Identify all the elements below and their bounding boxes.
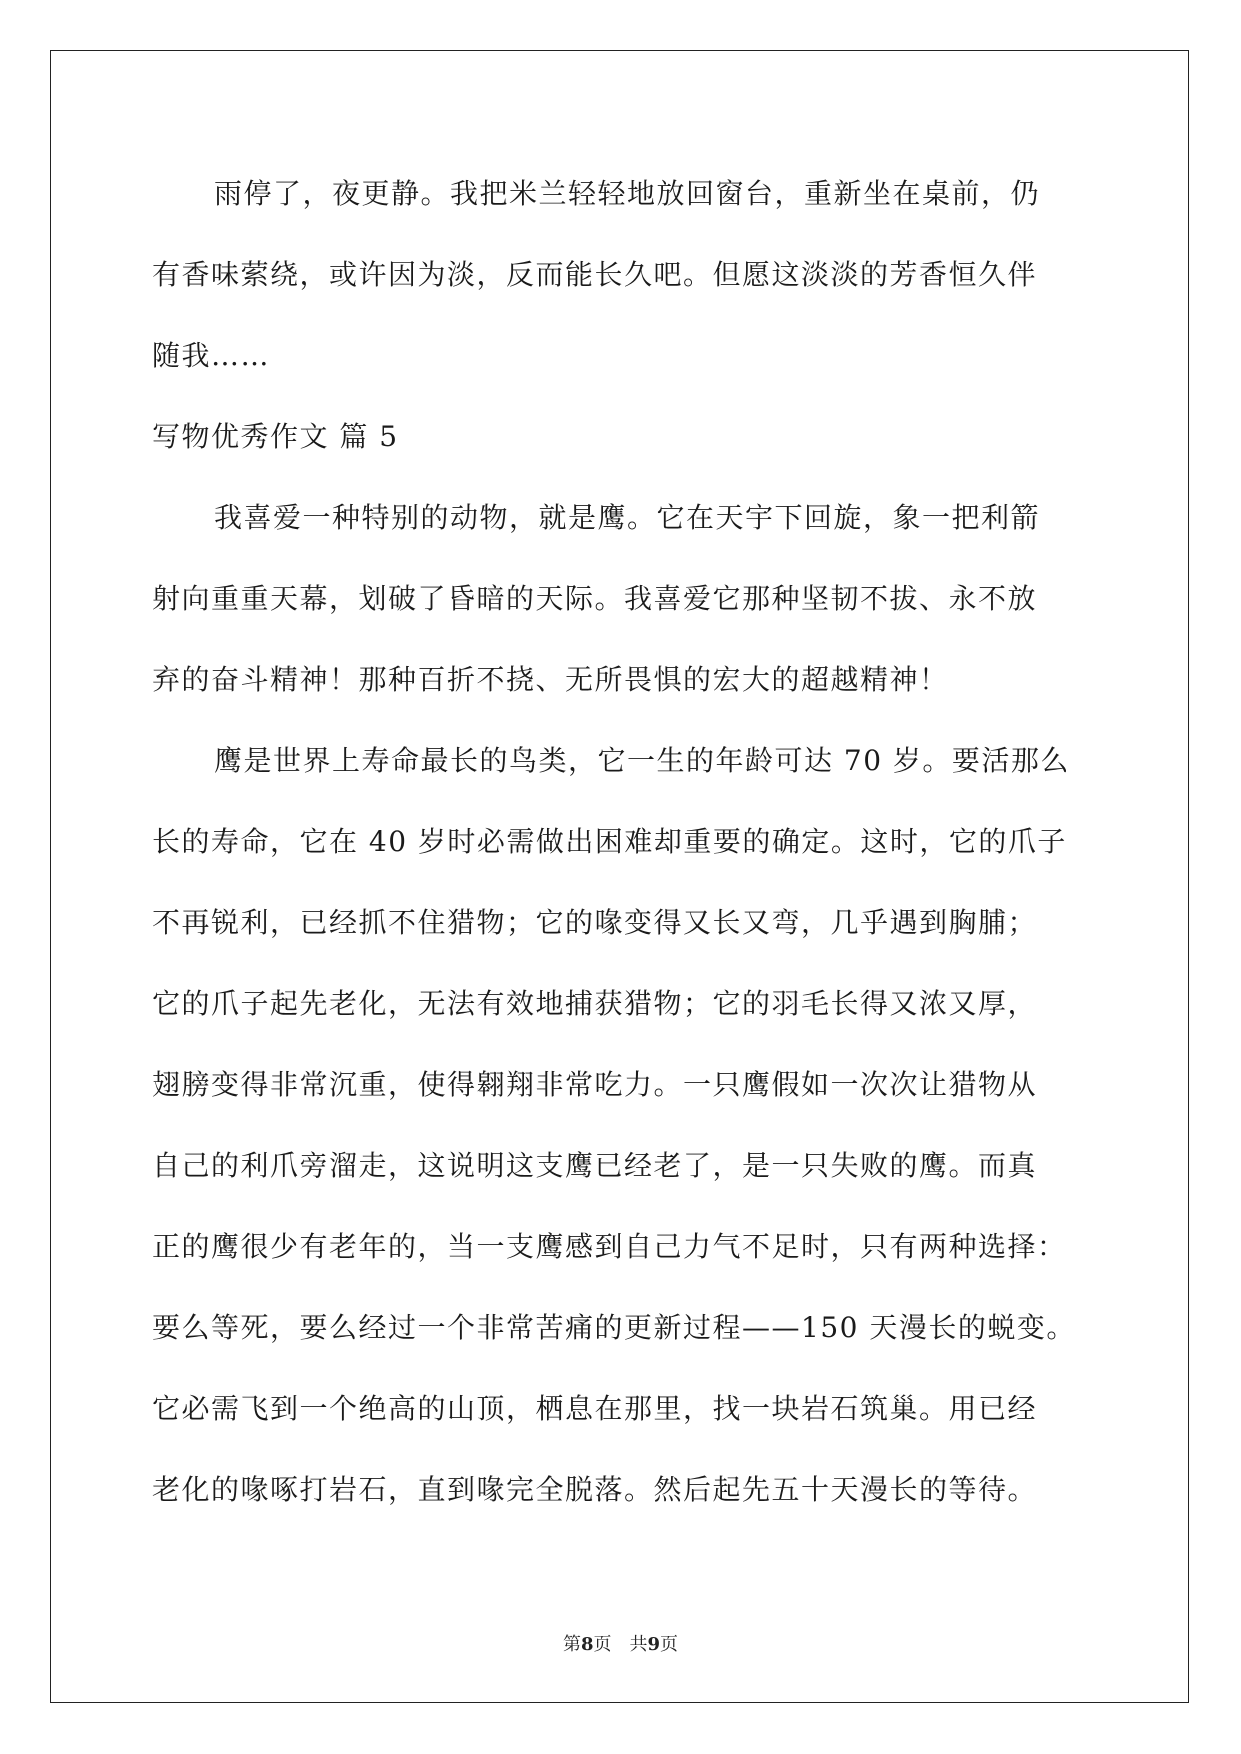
text-line: 有香味萦绕，或许因为淡，反而能长久吧。但愿这淡淡的芳香恒久伴 [152,258,1038,291]
text-line: 自己的利爪旁溜走，这说明这支鹰已经老了，是一只失败的鹰。而真 [152,1149,1038,1182]
total-pages-number: 9 [647,1634,661,1655]
document-body [152,153,1092,1530]
text-line: 我喜爱一种特别的动物，就是鹰。它在天宇下回旋，象一把利箭 [214,501,1041,534]
text-line: 正的鹰很少有老年的，当一支鹰感到自己力气不足时，只有两种选择： [152,1230,1067,1263]
text-line: 它必需飞到一个绝高的山顶，栖息在那里，找一块岩石筑巢。用已经 [152,1392,1038,1425]
heading-text: 写物优秀作文 篇 5 [152,420,399,453]
text-line: 老化的喙啄打岩石，直到喙完全脱落。然后起先五十天漫长的等待。 [152,1473,1038,1506]
paragraph [152,153,1092,396]
text-line: 要么等死，要么经过一个非常苦痛的更新过程——150 天漫长的蜕变。 [152,1311,1076,1344]
text-line: 随我…… [152,339,271,372]
paragraph [152,477,1092,720]
text-line: 翅膀变得非常沉重，使得翱翔非常吃力。一只鹰假如一次次让猎物从 [152,1068,1038,1101]
footer-mid: 页 共 [593,1634,648,1655]
text-line: 它的爪子起先老化，无法有效地捕获猎物；它的羽毛长得又浓又厚， [152,987,1038,1020]
text-line: 长的寿命，它在 40 岁时必需做出困难却重要的确定。这时，它的爪子 [152,825,1067,858]
text-line: 鹰是世界上寿命最长的鸟类，它一生的年龄可达 70 岁。要活那么 [214,744,1070,777]
current-page-number: 8 [580,1634,594,1655]
paragraph [152,720,1092,1530]
section-heading [152,396,1092,477]
footer-suffix: 页 [660,1634,679,1655]
text-line: 射向重重天幕，划破了昏暗的天际。我喜爱它那种坚韧不拔、永不放 [152,582,1038,615]
page-footer [0,1630,1241,1656]
text-line: 雨停了，夜更静。我把米兰轻轻地放回窗台，重新坐在桌前，仍 [214,177,1041,210]
text-line: 弃的奋斗精神！那种百折不挠、无所畏惧的宏大的超越精神！ [152,663,949,696]
text-line: 不再锐利，已经抓不住猎物；它的喙变得又长又弯，几乎遇到胸脯； [152,906,1038,939]
footer-prefix: 第 [562,1634,581,1655]
